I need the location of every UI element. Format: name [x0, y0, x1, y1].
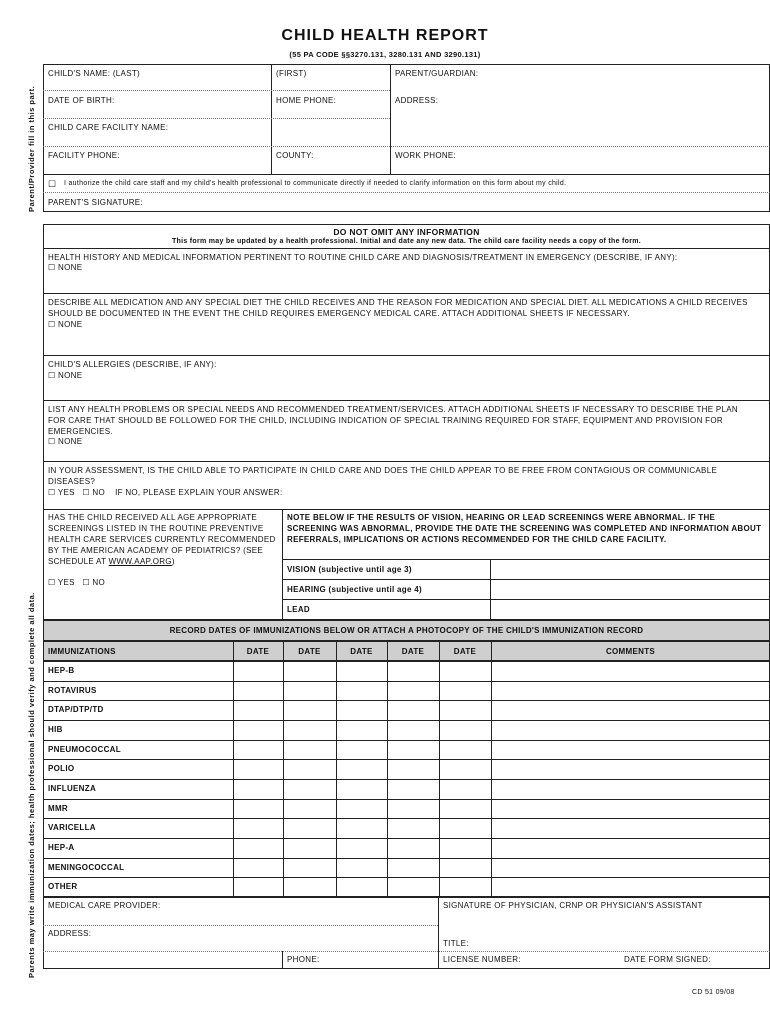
date-col-header-1: DATE [246, 647, 270, 656]
date-col-header-4: DATE [401, 647, 425, 656]
checkbox-icon[interactable] [82, 488, 89, 497]
comments-col-header: COMMENTS [605, 647, 656, 656]
do-not-omit-header: DO NOT OMIT ANY INFORMATION [333, 227, 480, 237]
provider-address-label: ADDRESS: [48, 929, 92, 938]
assessment-answer: ☐ YES ☐ NO IF NO, PLEASE EXPLAIN YOUR ANSWER: [48, 488, 283, 497]
screening-note: NOTE BELOW IF THE RESULTS OF VISION, HEARING OR LEAD SCREENINGS WERE ABNORMAL. IF THE SCREENING WAS ABNORMAL, PROVIDE THE DATE THE SCREENING WAS COMPLETED AND INFORMATION ABOUT REFERRALS, IMPLICATIONS OR ACTIONS RECOMMENDED FOR THE CHILD CARE FACILITY. [287, 513, 762, 544]
immunization-row-label: PNEUMOCOCCAL [48, 744, 121, 754]
health-history-label: HEALTH HISTORY AND MEDICAL INFORMATION PERTINENT TO ROUTINE CHILD CARE AND DIAGNOSIS/TREATMENT IN EMERGENCY (DESCRIBE, IF ANY): [48, 253, 678, 262]
health-problems-label: LIST ANY HEALTH PROBLEMS OR SPECIAL NEEDS AND RECOMMENDED TREATMENT/SERVICES. ATTACH ADDITIONAL SHEETS IF NECESSARY TO DESCRIBE THE PLAN FOR CARE THAT SHOULD BE FOLLOWED FOR THE CHILD, INCLUDING INDICATION OF SPECIAL TRAINING REQUIRED FOR STAFF, EQUIPMENT AND PROVISION FOR EMERGENCIES. [48, 405, 738, 436]
date-col-header-5: DATE [453, 647, 477, 656]
immunization-row-label: HIB [48, 724, 63, 734]
form-subtitle: (55 PA CODE §§3270.131, 3280.131 AND 3290.131) [289, 50, 481, 59]
date-form-signed-label: DATE FORM SIGNED: [624, 955, 711, 964]
first-name-label: (FIRST) [276, 69, 307, 78]
work-phone-label: WORK PHONE: [395, 151, 457, 160]
form-title: CHILD HEALTH REPORT [281, 27, 489, 44]
immunization-row-label: ROTAVIRUS [48, 685, 97, 695]
screening-question: HAS THE CHILD RECEIVED ALL AGE APPROPRIATE SCREENINGS LISTED IN THE ROUTINE PREVENTIVE HEALTH CARE SERVICES CURRENTLY RECOMMENDED BY THE AMERICAN ACADEMY OF PEDIATRICS? (SEE SCHEDULE AT WWW.AAP.ORG) [48, 513, 276, 566]
date-col-header-3: DATE [350, 647, 373, 656]
immunization-row-label: INFLUENZA [48, 783, 97, 793]
medical-provider-label: MEDICAL CARE PROVIDER: [48, 901, 161, 910]
medication-label: DESCRIBE ALL MEDICATION AND ANY SPECIAL DIET THE CHILD RECEIVES AND THE REASON FOR MEDICATION AND SPECIAL DIET. ALL MEDICATIONS A CHILD RECEIVES SHOULD BE DOCUMENTED IN THE EVENT THE CHILD REQUIRES EMERGENCY MEDICAL CARE. ATTACH ADDITIONAL SHEETS IF NECESSARY. [48, 298, 748, 318]
lead-label: LEAD [287, 605, 310, 614]
immunization-banner-text: RECORD DATES OF IMMUNIZATIONS BELOW OR ATTACH A PHOTOCOPY OF THE CHILD'S IMMUNIZATION RECORD [169, 626, 644, 635]
checkbox-icon[interactable] [48, 578, 55, 587]
county-label: COUNTY: [276, 151, 314, 160]
screening-no-checkbox[interactable]: ☐ NO [82, 578, 105, 587]
immunization-row-label: HEP-B [48, 665, 75, 675]
parent-signature-label: PARENT'S SIGNATURE: [48, 198, 143, 207]
home-phone-label: HOME PHONE: [276, 96, 337, 105]
immunization-row-label: POLIO [48, 764, 75, 774]
allergies-label: CHILD'S ALLERGIES (DESCRIBE, IF ANY): [48, 360, 217, 369]
medication-none-checkbox[interactable]: ☐ NONE [48, 320, 82, 329]
immunization-row-label: MMR [48, 803, 69, 813]
facility-name-label: CHILD CARE FACILITY NAME: [48, 123, 169, 132]
checkbox-icon[interactable] [48, 488, 55, 497]
assessment-yes-checkbox[interactable]: ☐ YES [48, 488, 75, 497]
side-note-bottom: Parents may write immunization dates; health professional should verify and complete all data. [27, 592, 36, 978]
checkbox-icon[interactable] [48, 371, 55, 380]
license-number-label: LICENSE NUMBER: [443, 955, 521, 964]
checkbox-icon[interactable] [48, 437, 55, 446]
side-note-top: Parent/Provider fill in this part. [27, 85, 36, 212]
form-code-footer: CD 51 09/08 [692, 989, 735, 996]
vision-label: VISION (subjective until age 3) [287, 565, 412, 574]
physician-signature-label: SIGNATURE OF PHYSICIAN, CRNP OR PHYSICIAN'S ASSISTANT [443, 901, 703, 910]
facility-phone-label: FACILITY PHONE: [48, 151, 120, 160]
form-update-note: This form may be updated by a health professional. Initial and date any new data. The child care facility needs a copy of the form. [171, 238, 642, 245]
checkbox-icon[interactable] [82, 578, 89, 587]
provider-phone-label: PHONE: [287, 955, 320, 964]
checkbox-icon[interactable] [48, 179, 56, 189]
parent-section [43, 64, 770, 212]
hearing-label: HEARING (subjective until age 4) [287, 585, 422, 594]
aap-link[interactable]: WWW.AAP.ORG [108, 557, 172, 566]
parent-guardian-label: PARENT/GUARDIAN: [395, 69, 479, 78]
authorize-text: I authorize the child care staff and my child's health professional to communicate directly if needed to clarify information on this form about my child. [64, 180, 567, 187]
immunizations-col-header: IMMUNIZATIONS [48, 647, 116, 656]
history-none-checkbox[interactable]: ☐ NONE [48, 263, 82, 272]
immunization-row-label: MENINGOCOCCAL [48, 862, 125, 872]
checkbox-icon[interactable] [48, 320, 55, 329]
problems-none-checkbox[interactable]: ☐ NONE [48, 437, 82, 446]
screening-answer [48, 578, 105, 587]
date-col-header-2: DATE [298, 647, 321, 656]
assessment-label: IN YOUR ASSESSMENT, IS THE CHILD ABLE TO PARTICIPATE IN CHILD CARE AND DOES THE CHILD APPEAR TO BE FREE FROM CONTAGIOUS OR COMMUNICABLE DISEASES? [48, 466, 718, 486]
authorize-checkbox[interactable] [48, 179, 56, 190]
title-label: TITLE: [443, 939, 469, 948]
immunization-row-label: OTHER [48, 882, 78, 892]
checkbox-icon[interactable] [48, 263, 55, 272]
allergies-none-checkbox[interactable]: ☐ NONE [48, 371, 82, 380]
immunization-row-label: VARICELLA [48, 823, 96, 833]
assessment-no-checkbox[interactable]: ☐ NO [82, 488, 105, 497]
dob-label: DATE OF BIRTH: [48, 96, 115, 105]
immunization-row-label: DTAP/DTP/TD [48, 705, 104, 715]
address-label: ADDRESS: [395, 96, 439, 105]
childs-name-label: CHILD'S NAME: (LAST) [48, 69, 140, 78]
immunization-row-label: HEP-A [48, 842, 75, 852]
screening-yes-checkbox[interactable]: ☐ YES [48, 578, 75, 587]
